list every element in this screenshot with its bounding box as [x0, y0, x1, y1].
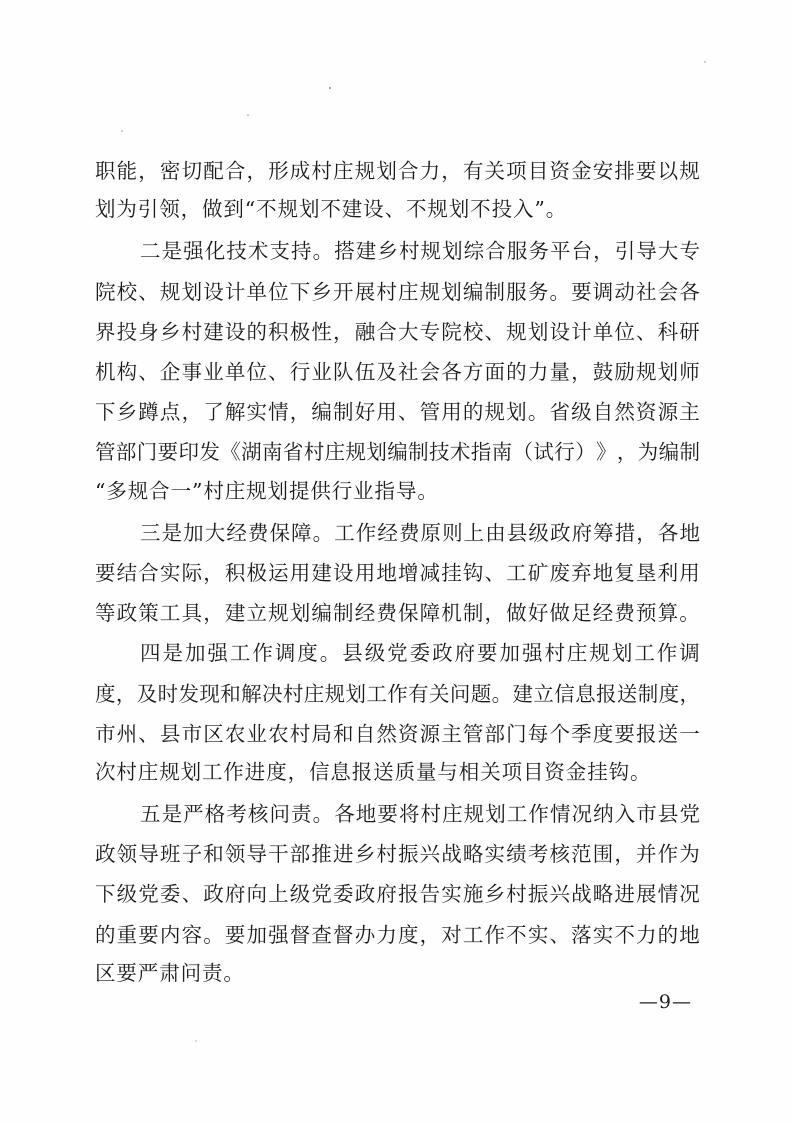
text-line: 度 ， 及 时 发 现 和 解 决 村 庄 规 划 工 作 有 关 问 题 。 建 立 信 息 报 送 制 度 ，	[95, 681, 700, 706]
text-line: 要 结 合 实 际 ， 积 极 运 用 建 设 用 地 增 减 挂 钩 、 工 矿 废 弃 地 复 垦 利 用	[95, 560, 700, 585]
text-line: 区要严肃问责。	[95, 960, 245, 985]
text-line: 院 校 、 规 划 设 计 单 位 下 乡 开 展 村 庄 规 划 编 制 服 务 。 要 调 动 社 会 各	[95, 279, 700, 304]
text-line: “多规合一”村庄规划提供行业指导。	[95, 478, 439, 503]
text-line: 下 乡 蹲 点 ， 了 解 实 情 ， 编 制 好 用 、 管 用 的 规 划 。 省 级 自 然 资 源 主	[95, 400, 700, 425]
page-number: —9—	[638, 991, 692, 1013]
text-line: 下 级 党 委 、 政 府 向 上 级 党 委 政 府 报 告 实 施 乡 村 振 兴 战 略 进 展 情 况	[95, 882, 700, 907]
text-line: 等 政 策 工 具 ， 建 立 规 划 编 制 经 费 保 障 机 制 ， 做 好 做 足 经 费 预 算 。	[95, 601, 700, 626]
text-line: 次村庄规划工作进度，信息报送质量与相关项目资金挂钩。	[95, 759, 652, 784]
text-line: 政 领 导 班 子 和 领 导 干 部 推 进 乡 村 振 兴 战 略 实 绩 考 核 范 围 ， 并 作 为	[95, 842, 700, 867]
text-line: 二 是 强 化 技 术 支 持 。 搭 建 乡 村 规 划 综 合 服 务 平 台 ， 引 导 大 专	[140, 239, 700, 264]
text-line: 职 能 ， 密 切 配 合 ， 形 成 村 庄 规 划 合 力 ， 有 关 项 目 资 金 安 排 要 以 规	[95, 159, 700, 184]
text-line: 机 构 、 企 事 业 单 位 、 行 业 队 伍 及 社 会 各 方 面 的 力 量 ， 鼓 励 规 划 师	[95, 360, 700, 385]
text-line: 五 是 严 格 考 核 问 责 。 各 地 要 将 村 庄 规 划 工 作 情 况 纳 入 市 县 党	[140, 802, 700, 827]
text-line: 管 部 门 要 印 发 《 湖 南 省 村 庄 规 划 编 制 技 术 指 南 （ 试 行 ） 》 ， 为 编 制	[95, 440, 700, 465]
document-body	[95, 149, 700, 993]
text-line: 市 州 、 县 市 区 农 业 农 村 局 和 自 然 资 源 主 管 部 门 每 个 季 度 要 报 送 一	[95, 721, 700, 746]
text-line: 界 投 身 乡 村 建 设 的 积 极 性 ， 融 合 大 专 院 校 、 规 划 设 计 单 位 、 科 研	[95, 319, 700, 344]
text-line: 划为引领，做到“不规划不建设、不规划不投入”。	[95, 197, 568, 222]
text-line: 的 重 要 内 容 。 要 加 强 督 查 督 办 力 度 ， 对 工 作 不 实 、 落 实 不 力 的 地	[95, 922, 700, 947]
text-line: 三 是 加 大 经 费 保 障 。 工 作 经 费 原 则 上 由 县 级 政 府 筹 措 ， 各 地	[140, 520, 700, 545]
text-line: 四 是 加 强 工 作 调 度 。 县 级 党 委 政 府 要 加 强 村 庄 规 划 工 作 调	[140, 641, 700, 666]
